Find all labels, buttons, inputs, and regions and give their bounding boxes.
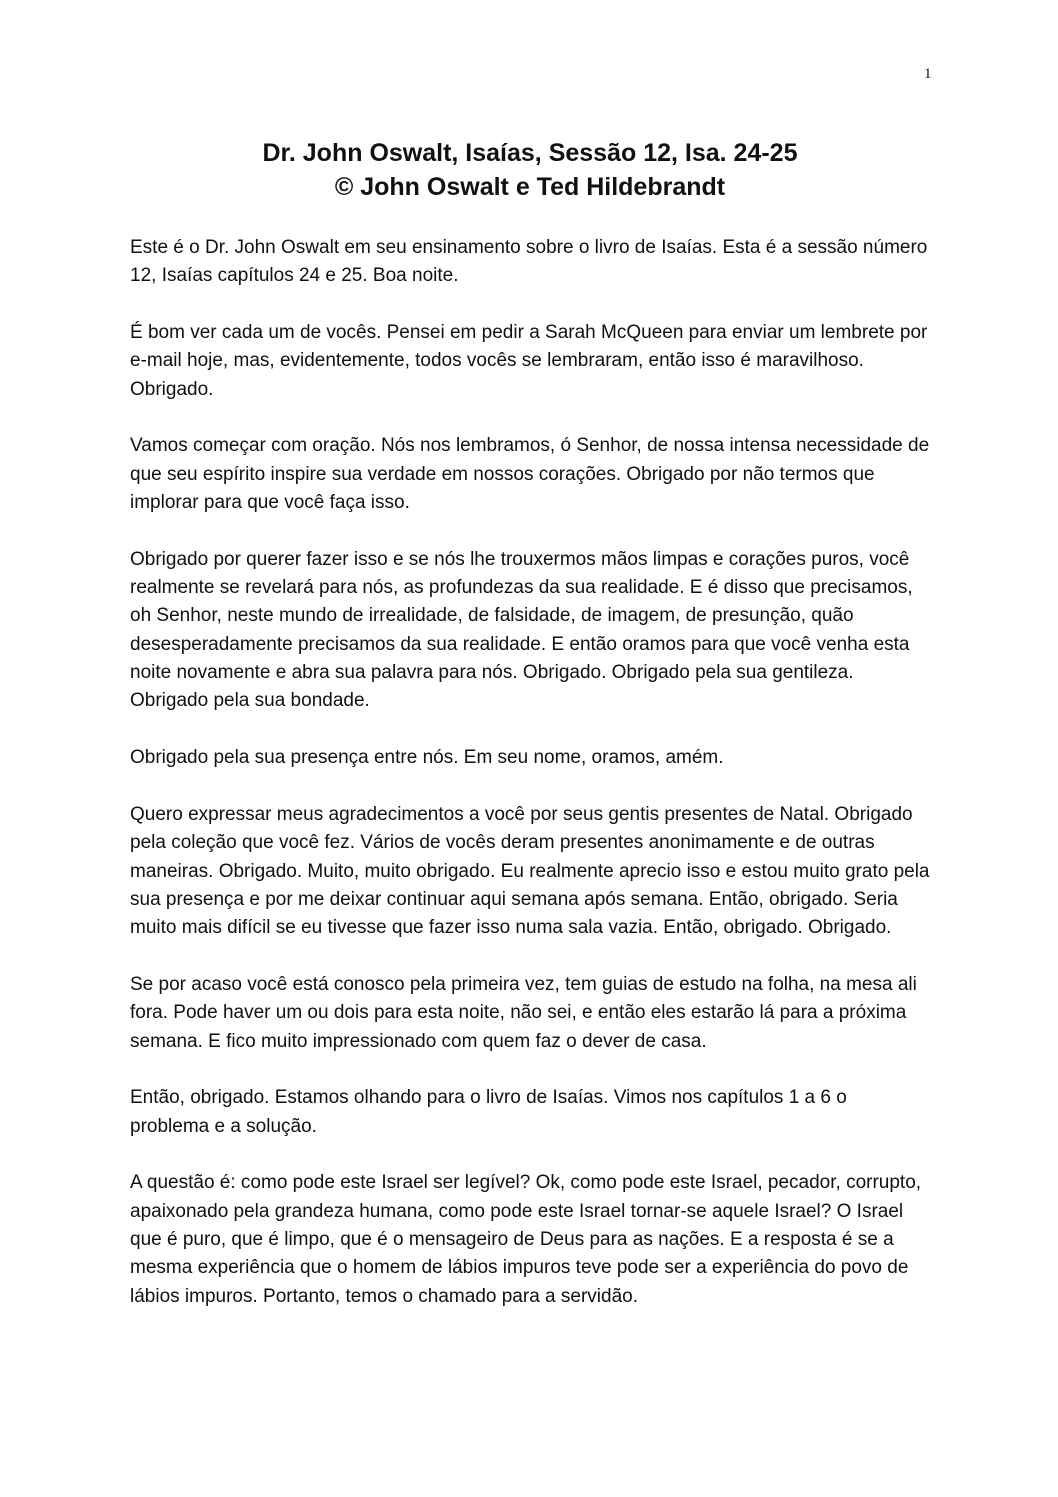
title-line-1: Dr. John Oswalt, Isaías, Sessão 12, Isa. 24-25	[262, 139, 798, 167]
paragraph: Se por acaso você está conosco pela primeira vez, tem guias de estudo na folha, na mesa ali fora. Pode haver um ou dois para esta noite, não sei, e então eles estarão lá para a próxima semana. E fico muito impressionado com quem faz o dever de casa.	[130, 973, 917, 1052]
page-number: 1	[924, 66, 932, 82]
paragraph: Obrigado por querer fazer isso e se nós lhe trouxermos mãos limpas e corações puros, você realmente se revelará para nós, as profundezas da sua realidade. E é disso que precisamos, oh Senhor, neste mundo de irrealidade, de falsidade, de imagem, de presunção, quão desesperadamente precisamos da sua realidade. E então oramos para que você venha esta noite novamente e abra sua palavra para nós. Obrigado. Obrigado pela sua gentileza. Obrigado pela sua bondade.	[130, 548, 913, 712]
paragraph: Vamos começar com oração. Nós nos lembramos, ó Senhor, de nossa intensa necessidade de que seu espírito inspire sua verdade em nossos corações. Obrigado por não termos que implorar para que você faça isso.	[130, 435, 930, 514]
paragraph: A questão é: como pode este Israel ser legível? Ok, como pode este Israel, pecador, corrupto, apaixonado pela grandeza humana, como pode este Israel tornar-se aquele Israel? O Israel que é puro, que é limpo, que é o mensageiro de Deus para as nações. E a resposta é se a mesma experiência que o homem de lábios impuros teve pode ser a experiência do povo de lábios impuros. Portanto, temos o chamado para a servidão.	[130, 1172, 922, 1307]
paragraph: Quero expressar meus agradecimentos a você por seus gentis presentes de Natal. Obrigado pela coleção que você fez. Vários de vocês deram presentes anonimamente e de outras maneiras. Obrigado. Muito, muito obrigado. Eu realmente aprecio isso e estou muito grato pela sua presença e por me deixar continuar aqui semana após semana. Então, obrigado. Seria muito mais difícil se eu tivesse que fazer isso numa sala vazia. Então, obrigado. Obrigado.	[130, 803, 930, 939]
title-line-2: © John Oswalt e Ted Hildebrandt	[334, 173, 726, 201]
document-body	[130, 234, 930, 1339]
paragraph: Este é o Dr. John Oswalt em seu ensinamento sobre o livro de Isaías. Esta é a sessão número 12, Isaías capítulos 24 e 25. Boa noite.	[130, 237, 928, 287]
paragraph: Obrigado pela sua presença entre nós. Em seu nome, oramos, amém.	[130, 747, 724, 769]
paragraph: É bom ver cada um de vocês. Pensei em pedir a Sarah McQueen para enviar um lembrete por e-mail hoje, mas, evidentemente, todos vocês se lembraram, então isso é maravilhoso. Obrigado.	[130, 322, 928, 400]
document-title	[130, 136, 930, 204]
paragraph: Então, obrigado. Estamos olhando para o livro de Isaías. Vimos nos capítulos 1 a 6 o problema e a solução.	[130, 1087, 847, 1137]
